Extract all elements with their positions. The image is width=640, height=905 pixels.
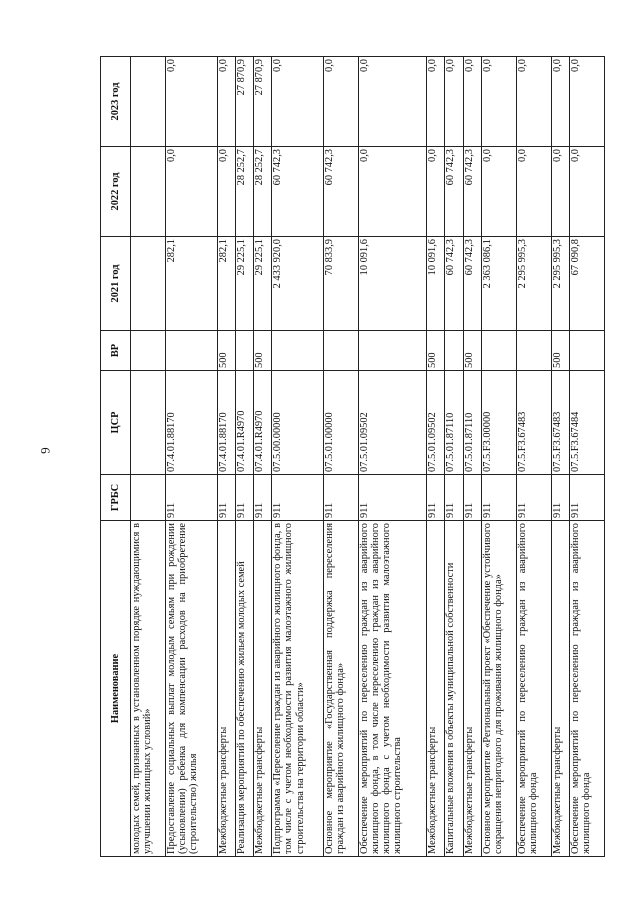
cell-name: Межбюджетные трансферты bbox=[551, 521, 569, 857]
cell-csr: 07.5.00.00000 bbox=[272, 371, 324, 475]
cell-name: Основное мероприятие «Региональный проект «Обеспечение устойчивого сокращения непригодного для проживания жилищного фонда» bbox=[481, 521, 516, 857]
cell-y2022: 0,0 bbox=[516, 147, 551, 237]
table-row bbox=[481, 57, 516, 857]
table-row bbox=[445, 57, 463, 857]
cell-y2022: 0,0 bbox=[358, 147, 426, 237]
cell-csr: 07.4.01.R4970 bbox=[254, 371, 272, 475]
cell-grbs: 911 bbox=[427, 475, 445, 521]
cell-y2021 bbox=[131, 237, 166, 331]
col-header-2023: 2023 год bbox=[101, 57, 131, 147]
col-header-vr: ВР bbox=[101, 331, 131, 371]
cell-csr: 07.4.01.88170 bbox=[217, 371, 235, 475]
cell-vr: 500 bbox=[463, 331, 481, 371]
table-row bbox=[165, 57, 217, 857]
cell-y2021: 70 833,9 bbox=[323, 237, 358, 331]
cell-y2022: 0,0 bbox=[427, 147, 445, 237]
cell-vr bbox=[569, 331, 604, 371]
rotated-page-content bbox=[100, 57, 605, 857]
table-row bbox=[463, 57, 481, 857]
cell-y2021: 282,1 bbox=[217, 237, 235, 331]
col-header-grbs: ГРБС bbox=[101, 475, 131, 521]
cell-y2022: 0,0 bbox=[165, 147, 217, 237]
cell-csr: 07.5.01.87110 bbox=[463, 371, 481, 475]
cell-name: Межбюджетные трансферты bbox=[427, 521, 445, 857]
cell-y2023: 0,0 bbox=[323, 57, 358, 147]
cell-y2023: 0,0 bbox=[427, 57, 445, 147]
cell-grbs: 911 bbox=[235, 475, 253, 521]
cell-csr: 07.5.F3.67483 bbox=[516, 371, 551, 475]
cell-name: Основное мероприятие «Государственная поддержка переселения граждан из аварийного жилищного фонда» bbox=[323, 521, 358, 857]
cell-y2023: 0,0 bbox=[516, 57, 551, 147]
cell-vr bbox=[445, 331, 463, 371]
cell-grbs: 911 bbox=[217, 475, 235, 521]
table-row bbox=[254, 57, 272, 857]
cell-y2023: 0,0 bbox=[217, 57, 235, 147]
cell-name: Обеспечение мероприятий по переселению граждан из аварийного жилищного фонда bbox=[569, 521, 604, 857]
cell-csr: 07.5.F3.00000 bbox=[481, 371, 516, 475]
cell-grbs: 911 bbox=[165, 475, 217, 521]
cell-grbs: 911 bbox=[358, 475, 426, 521]
cell-y2021: 29 225,1 bbox=[235, 237, 253, 331]
col-header-2022: 2022 год bbox=[101, 147, 131, 237]
cell-vr: 500 bbox=[427, 331, 445, 371]
table-row bbox=[569, 57, 604, 857]
cell-y2021: 2 433 920,0 bbox=[272, 237, 324, 331]
cell-vr bbox=[235, 331, 253, 371]
cell-y2021: 67 090,8 bbox=[569, 237, 604, 331]
cell-y2021: 60 742,3 bbox=[445, 237, 463, 331]
cell-y2022: 60 742,3 bbox=[463, 147, 481, 237]
cell-name: Реализация мероприятий по обеспечению жильем молодых семей bbox=[235, 521, 253, 857]
cell-grbs: 911 bbox=[272, 475, 324, 521]
cell-y2021: 2 295 995,3 bbox=[516, 237, 551, 331]
table-row bbox=[272, 57, 324, 857]
cell-name: Межбюджетные трансферты bbox=[217, 521, 235, 857]
col-header-2021: 2021 год bbox=[101, 237, 131, 331]
col-header-name: Наименование bbox=[101, 521, 131, 857]
budget-table bbox=[100, 56, 605, 857]
cell-y2023: 0,0 bbox=[445, 57, 463, 147]
page-number: 6 bbox=[37, 447, 53, 454]
cell-csr bbox=[131, 371, 166, 475]
table-row bbox=[551, 57, 569, 857]
cell-grbs: 911 bbox=[551, 475, 569, 521]
table-row bbox=[235, 57, 253, 857]
cell-name: Обеспечение мероприятий по переселению граждан из аварийного жилищного фонда bbox=[516, 521, 551, 857]
cell-name: Межбюджетные трансферты bbox=[463, 521, 481, 857]
cell-grbs: 911 bbox=[516, 475, 551, 521]
cell-grbs: 911 bbox=[569, 475, 604, 521]
cell-vr bbox=[272, 331, 324, 371]
cell-vr bbox=[323, 331, 358, 371]
cell-y2022: 60 742,3 bbox=[323, 147, 358, 237]
cell-y2021: 282,1 bbox=[165, 237, 217, 331]
cell-csr: 07.5.F3.67483 bbox=[551, 371, 569, 475]
cell-vr bbox=[358, 331, 426, 371]
cell-csr: 07.5.F3.67484 bbox=[569, 371, 604, 475]
cell-y2021: 2 363 086,1 bbox=[481, 237, 516, 331]
cell-vr bbox=[516, 331, 551, 371]
cell-grbs bbox=[131, 475, 166, 521]
cell-y2021: 2 295 995,3 bbox=[551, 237, 569, 331]
table-header-row bbox=[101, 57, 131, 857]
cell-name: молодых семей, признанных в установленном порядке нуждающимися в улучшении жилищных условий» bbox=[131, 521, 166, 857]
cell-y2021: 10 091,6 bbox=[427, 237, 445, 331]
table-row bbox=[323, 57, 358, 857]
cell-y2021: 10 091,6 bbox=[358, 237, 426, 331]
cell-y2021: 29 225,1 bbox=[254, 237, 272, 331]
cell-vr: 500 bbox=[551, 331, 569, 371]
cell-csr: 07.5.01.09502 bbox=[358, 371, 426, 475]
cell-csr: 07.4.01.R4970 bbox=[235, 371, 253, 475]
cell-grbs: 911 bbox=[323, 475, 358, 521]
table-row bbox=[358, 57, 426, 857]
cell-y2023: 0,0 bbox=[165, 57, 217, 147]
col-header-csr: ЦСР bbox=[101, 371, 131, 475]
cell-y2022: 0,0 bbox=[551, 147, 569, 237]
cell-vr: 500 bbox=[254, 331, 272, 371]
cell-y2022: 0,0 bbox=[481, 147, 516, 237]
cell-y2022: 28 252,7 bbox=[235, 147, 253, 237]
cell-name: Капитальные вложения в объекты муниципальной собственности bbox=[445, 521, 463, 857]
cell-y2023: 0,0 bbox=[463, 57, 481, 147]
cell-vr bbox=[481, 331, 516, 371]
table-row bbox=[217, 57, 235, 857]
cell-y2023: 27 870,9 bbox=[254, 57, 272, 147]
cell-y2023: 27 870,9 bbox=[235, 57, 253, 147]
cell-y2022 bbox=[131, 147, 166, 237]
cell-name: Межбюджетные трансферты bbox=[254, 521, 272, 857]
cell-name: Предоставление социальных выплат молодым семьям при рождении (усыновлении) ребенка для компенсации расходов на приобретение (строительство) жилья bbox=[165, 521, 217, 857]
cell-y2022: 0,0 bbox=[217, 147, 235, 237]
cell-vr: 500 bbox=[217, 331, 235, 371]
table-body bbox=[131, 57, 605, 857]
cell-grbs: 911 bbox=[481, 475, 516, 521]
cell-grbs: 911 bbox=[445, 475, 463, 521]
cell-y2022: 60 742,3 bbox=[272, 147, 324, 237]
cell-y2023: 0,0 bbox=[272, 57, 324, 147]
cell-name: Подпрограмма «Переселение граждан из аварийного жилищного фонда, в том числе с учетом необходимости развития малоэтажного жилищного строительства на территории области» bbox=[272, 521, 324, 857]
cell-y2023: 0,0 bbox=[569, 57, 604, 147]
cell-y2023: 0,0 bbox=[358, 57, 426, 147]
cell-csr: 07.5.01.00000 bbox=[323, 371, 358, 475]
cell-y2023: 0,0 bbox=[481, 57, 516, 147]
cell-y2022: 60 742,3 bbox=[445, 147, 463, 237]
cell-csr: 07.5.01.09502 bbox=[427, 371, 445, 475]
cell-csr: 07.4.01.88170 bbox=[165, 371, 217, 475]
cell-y2023 bbox=[131, 57, 166, 147]
cell-vr bbox=[131, 331, 166, 371]
table-row bbox=[516, 57, 551, 857]
cell-y2023: 0,0 bbox=[551, 57, 569, 147]
cell-grbs: 911 bbox=[254, 475, 272, 521]
cell-y2021: 60 742,3 bbox=[463, 237, 481, 331]
cell-name: Обеспечение мероприятий по переселению граждан из аварийного жилищного фонда, в том числе переселению граждан из аварийного жилищного фонда с учетом необходимости развития малоэтажного жилищного строительства bbox=[358, 521, 426, 857]
cell-y2022: 0,0 bbox=[569, 147, 604, 237]
table-row bbox=[131, 57, 166, 857]
cell-csr: 07.5.01.87110 bbox=[445, 371, 463, 475]
cell-vr bbox=[165, 331, 217, 371]
table-row bbox=[427, 57, 445, 857]
cell-grbs: 911 bbox=[463, 475, 481, 521]
cell-y2022: 28 252,7 bbox=[254, 147, 272, 237]
